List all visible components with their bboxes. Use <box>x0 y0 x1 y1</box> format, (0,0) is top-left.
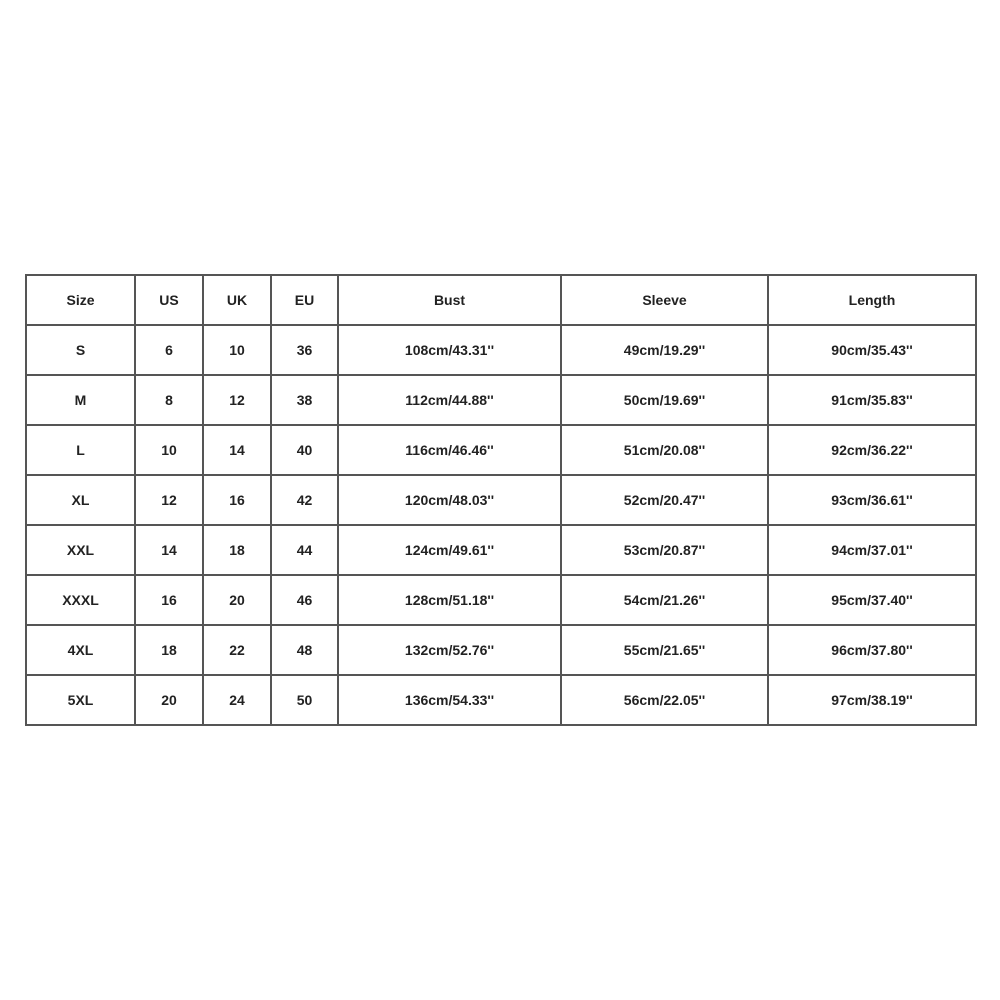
cell-sleeve: 49cm/19.29'' <box>561 325 768 375</box>
cell-length: 93cm/36.61'' <box>768 475 976 525</box>
cell-bust: 112cm/44.88'' <box>338 375 561 425</box>
cell-sleeve: 55cm/21.65'' <box>561 625 768 675</box>
cell-size: S <box>26 325 135 375</box>
cell-uk: 16 <box>203 475 271 525</box>
cell-us: 20 <box>135 675 203 725</box>
cell-uk: 24 <box>203 675 271 725</box>
cell-sleeve: 51cm/20.08'' <box>561 425 768 475</box>
cell-bust: 124cm/49.61'' <box>338 525 561 575</box>
table-row <box>26 425 976 475</box>
table-row <box>26 525 976 575</box>
cell-bust: 108cm/43.31'' <box>338 325 561 375</box>
table-row <box>26 625 976 675</box>
cell-uk: 22 <box>203 625 271 675</box>
header-sleeve: Sleeve <box>561 275 768 325</box>
cell-us: 12 <box>135 475 203 525</box>
cell-us: 8 <box>135 375 203 425</box>
header-size: Size <box>26 275 135 325</box>
cell-sleeve: 56cm/22.05'' <box>561 675 768 725</box>
cell-size: M <box>26 375 135 425</box>
cell-size: L <box>26 425 135 475</box>
cell-length: 95cm/37.40'' <box>768 575 976 625</box>
cell-uk: 20 <box>203 575 271 625</box>
table-row <box>26 475 976 525</box>
header-us: US <box>135 275 203 325</box>
cell-bust: 132cm/52.76'' <box>338 625 561 675</box>
cell-sleeve: 54cm/21.26'' <box>561 575 768 625</box>
header-bust: Bust <box>338 275 561 325</box>
cell-eu: 48 <box>271 625 338 675</box>
cell-sleeve: 52cm/20.47'' <box>561 475 768 525</box>
table-header-row <box>26 275 976 325</box>
table-row <box>26 325 976 375</box>
cell-length: 92cm/36.22'' <box>768 425 976 475</box>
cell-eu: 44 <box>271 525 338 575</box>
cell-uk: 14 <box>203 425 271 475</box>
table-row <box>26 375 976 425</box>
cell-bust: 116cm/46.46'' <box>338 425 561 475</box>
cell-bust: 120cm/48.03'' <box>338 475 561 525</box>
cell-bust: 128cm/51.18'' <box>338 575 561 625</box>
cell-us: 18 <box>135 625 203 675</box>
cell-eu: 50 <box>271 675 338 725</box>
cell-size: XXL <box>26 525 135 575</box>
table-row <box>26 575 976 625</box>
cell-length: 94cm/37.01'' <box>768 525 976 575</box>
cell-eu: 38 <box>271 375 338 425</box>
cell-size: 4XL <box>26 625 135 675</box>
cell-eu: 46 <box>271 575 338 625</box>
cell-eu: 40 <box>271 425 338 475</box>
cell-size: XXXL <box>26 575 135 625</box>
header-uk: UK <box>203 275 271 325</box>
cell-us: 6 <box>135 325 203 375</box>
cell-length: 97cm/38.19'' <box>768 675 976 725</box>
cell-length: 90cm/35.43'' <box>768 325 976 375</box>
cell-eu: 42 <box>271 475 338 525</box>
cell-size: 5XL <box>26 675 135 725</box>
cell-sleeve: 50cm/19.69'' <box>561 375 768 425</box>
cell-us: 16 <box>135 575 203 625</box>
header-eu: EU <box>271 275 338 325</box>
cell-size: XL <box>26 475 135 525</box>
cell-length: 91cm/35.83'' <box>768 375 976 425</box>
size-chart-table <box>25 274 977 726</box>
cell-bust: 136cm/54.33'' <box>338 675 561 725</box>
cell-uk: 12 <box>203 375 271 425</box>
cell-sleeve: 53cm/20.87'' <box>561 525 768 575</box>
cell-uk: 18 <box>203 525 271 575</box>
cell-uk: 10 <box>203 325 271 375</box>
header-length: Length <box>768 275 976 325</box>
cell-length: 96cm/37.80'' <box>768 625 976 675</box>
cell-us: 10 <box>135 425 203 475</box>
table-row <box>26 675 976 725</box>
cell-eu: 36 <box>271 325 338 375</box>
cell-us: 14 <box>135 525 203 575</box>
